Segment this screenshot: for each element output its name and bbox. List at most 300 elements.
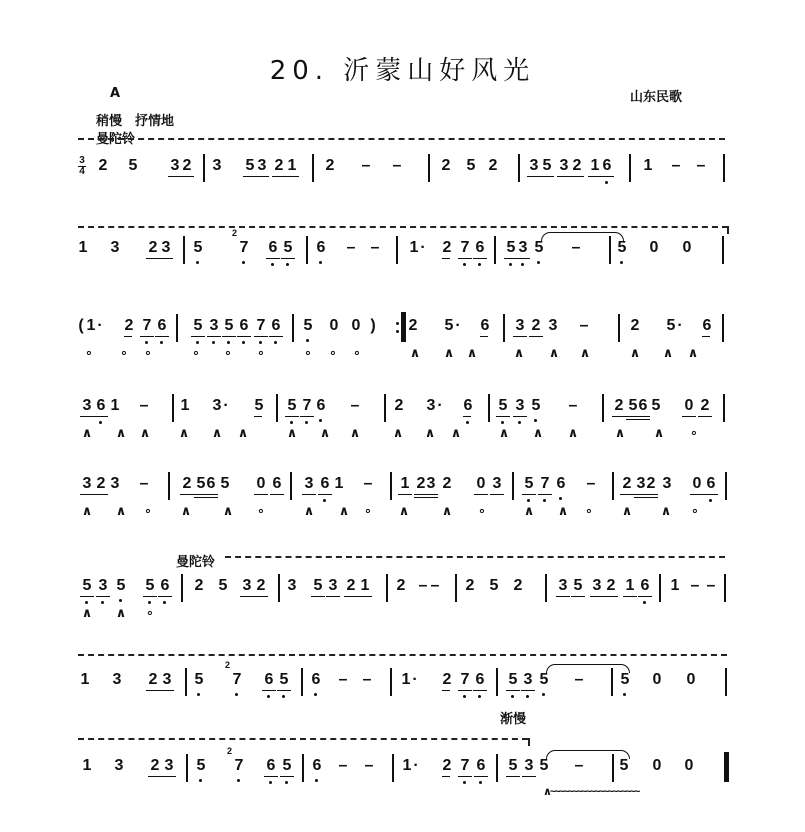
underline <box>474 494 488 495</box>
caret-mark: ∧ <box>424 425 436 440</box>
note: 5 <box>504 238 518 258</box>
note: 2 <box>396 577 406 594</box>
underline <box>269 336 283 337</box>
note: – <box>574 757 584 774</box>
underline <box>638 596 652 597</box>
octave-dot-below <box>145 341 148 344</box>
note: · <box>223 397 229 414</box>
note: 6 <box>473 238 487 258</box>
underline <box>398 494 412 495</box>
note: 5 <box>506 670 520 690</box>
barline <box>612 472 614 500</box>
underline <box>254 494 268 495</box>
caret-mark: ∧ <box>441 503 453 518</box>
underline <box>80 596 94 597</box>
octave-dot-below <box>196 341 199 344</box>
note: 1 <box>86 317 96 334</box>
caret-mark: ∧ <box>523 503 535 518</box>
note: 2 <box>146 238 160 258</box>
note: 5 <box>143 576 157 596</box>
note: 5 <box>128 157 138 174</box>
underline <box>442 690 450 691</box>
barline <box>629 154 631 182</box>
caret-mark: ∧ <box>303 503 315 518</box>
note: 3 <box>516 238 530 258</box>
note: 3 <box>522 756 536 776</box>
note: 5 <box>277 670 291 690</box>
note: 7 2 <box>230 670 244 690</box>
instrument-dashed-line <box>78 138 725 140</box>
note: 7 <box>458 670 472 690</box>
section-label: A <box>110 86 121 101</box>
note: · <box>677 317 683 334</box>
underline <box>94 416 108 417</box>
note: 3 <box>426 397 436 414</box>
note: 6 <box>314 396 328 416</box>
circle-mark: ∘ <box>191 345 201 360</box>
note: 3 <box>557 156 571 176</box>
barline <box>602 394 604 422</box>
circle-mark: ∘ <box>119 345 129 360</box>
barline <box>722 314 724 342</box>
note: 2 <box>620 474 634 494</box>
underline <box>604 596 618 597</box>
note: · <box>437 397 443 414</box>
octave-dot-below <box>119 599 122 602</box>
octave-dot-below <box>463 263 466 266</box>
note: 2 <box>630 317 640 334</box>
tie-slur <box>546 750 630 759</box>
note: 3 <box>168 156 182 176</box>
note: 5 <box>529 396 543 416</box>
barline <box>203 154 205 182</box>
barline <box>518 154 520 182</box>
note: · <box>455 317 461 334</box>
note: 6 <box>600 156 614 176</box>
note: 5 <box>539 757 549 774</box>
note: ( <box>78 317 84 334</box>
tremolo-wavy-line: ∧~~~~~~~~~~~~~~~~~~~~ <box>543 786 639 798</box>
barline <box>723 394 725 422</box>
note: 5 <box>218 577 228 594</box>
note: 3 <box>326 576 340 596</box>
barline <box>386 574 388 602</box>
note: 3 <box>212 397 222 414</box>
underline <box>240 596 254 597</box>
note: 5 <box>540 156 554 176</box>
octave-dot-below <box>286 263 289 266</box>
underline <box>682 416 696 417</box>
caret-mark: ∧ <box>81 503 93 518</box>
note: 5 <box>532 238 546 258</box>
note: 6 <box>554 474 568 494</box>
octave-dot-below <box>518 421 521 424</box>
caret-mark: ∧ <box>398 503 410 518</box>
note: 5 <box>301 316 315 336</box>
barline <box>722 236 724 264</box>
instrument-dashed-line <box>78 654 727 656</box>
note: 5 <box>466 157 476 174</box>
note: 2 <box>570 156 584 176</box>
note: 3 <box>96 576 110 596</box>
underline <box>180 494 194 495</box>
underline <box>80 416 94 417</box>
note: 5 <box>243 156 257 176</box>
note: – <box>574 671 584 688</box>
repeat-dot <box>396 322 399 325</box>
note: 2 <box>180 474 194 494</box>
circle-mark: ∘ <box>256 345 266 360</box>
barline <box>455 574 457 602</box>
note: 5 <box>220 475 230 492</box>
barline <box>302 754 304 782</box>
note: 3 <box>521 670 535 690</box>
note: 2 <box>465 577 475 594</box>
note: – <box>362 671 372 688</box>
note: 3 <box>424 474 438 494</box>
source-label: 山东民歌 <box>630 90 683 105</box>
note: 3 <box>207 316 221 336</box>
note: 7 <box>538 474 552 494</box>
barline <box>181 574 183 602</box>
underline <box>424 494 438 495</box>
score-title: 20. 沂蒙山好风光 <box>269 56 536 86</box>
note: 2 <box>612 396 626 416</box>
note: 6 <box>309 670 323 690</box>
barline <box>723 154 725 182</box>
note: 7 2 <box>237 238 251 258</box>
note: 3 <box>160 670 174 690</box>
note: 0 <box>329 317 339 334</box>
barline <box>185 668 187 696</box>
note: 2 <box>441 157 451 174</box>
note: 6 <box>264 756 278 776</box>
note: 6 <box>638 576 652 596</box>
octave-dot-below <box>605 181 608 184</box>
final-barline <box>724 752 729 782</box>
barline <box>276 394 278 422</box>
note: 2 <box>254 576 268 596</box>
octave-dot-below <box>267 695 270 698</box>
caret-mark: ∧ <box>557 503 569 518</box>
caret-mark: ∧ <box>532 425 544 440</box>
underline <box>270 494 284 495</box>
underline <box>143 596 157 597</box>
underline <box>96 596 110 597</box>
note: 5 <box>280 756 294 776</box>
underline <box>80 494 94 495</box>
note: – <box>346 239 356 256</box>
circle-mark: ∘ <box>352 345 362 360</box>
caret-mark: ∧ <box>443 345 455 360</box>
underline <box>474 776 488 777</box>
circle-mark: ∘ <box>256 503 266 518</box>
note: 6 <box>310 756 324 776</box>
note: 3 <box>634 474 648 494</box>
note: 3 <box>114 757 124 774</box>
note: 6 <box>461 396 475 416</box>
note: 2 <box>344 576 358 596</box>
note: 1 <box>623 576 637 596</box>
note: – <box>706 577 716 594</box>
underline <box>463 416 471 417</box>
underline <box>612 416 626 417</box>
note: 3 <box>110 475 120 492</box>
caret-mark: ∧ <box>660 503 672 518</box>
circle-mark: ∘ <box>303 345 313 360</box>
octave-dot-below <box>306 339 309 342</box>
barline <box>503 314 505 342</box>
underline <box>326 596 340 597</box>
note: 5 <box>522 474 536 494</box>
note: 3 <box>590 576 604 596</box>
underline <box>140 336 154 337</box>
note: 1 <box>334 475 344 492</box>
barline <box>496 754 498 782</box>
note: · <box>97 317 103 334</box>
underline <box>522 776 536 777</box>
note: 0 <box>684 757 694 774</box>
note: 5 <box>114 576 128 596</box>
caret-mark: ∧ <box>621 503 633 518</box>
grace-note: 2 <box>225 660 231 670</box>
note: 5 <box>506 756 520 776</box>
circle-mark: ∘ <box>145 605 155 620</box>
underline <box>148 776 162 777</box>
note: 6 <box>474 756 488 776</box>
underline <box>556 596 570 597</box>
note: 2 <box>440 670 454 690</box>
octave-dot-below <box>101 601 104 604</box>
barline <box>496 668 498 696</box>
note: 1 <box>409 239 419 256</box>
octave-dot-below <box>623 693 626 696</box>
note: 5 <box>537 670 551 690</box>
note: 0 <box>474 474 488 494</box>
octave-dot-below <box>315 779 318 782</box>
note: 3 <box>159 238 173 258</box>
underline <box>506 690 520 691</box>
octave-dot-below <box>526 695 529 698</box>
underline <box>480 336 488 337</box>
octave-dot-below <box>319 261 322 264</box>
underline <box>146 690 160 691</box>
barline <box>724 574 726 602</box>
caret-mark: ∧ <box>115 605 127 620</box>
octave-dot-below <box>323 499 326 502</box>
underline <box>458 258 472 259</box>
underline <box>254 336 268 337</box>
note: 5 <box>496 396 510 416</box>
note: 3 <box>255 156 269 176</box>
underline <box>690 494 704 495</box>
tempo-marking: 稍慢 抒情地 <box>96 114 175 129</box>
underline <box>318 494 332 495</box>
underline <box>571 596 585 597</box>
note: 6 <box>473 670 487 690</box>
caret-mark: ∧ <box>180 503 192 518</box>
underline <box>160 690 174 691</box>
octave-dot-below <box>290 421 293 424</box>
time-signature: 3 4 <box>79 155 85 177</box>
note: – <box>696 157 706 174</box>
note: 5 <box>285 396 299 416</box>
note: 5 <box>615 238 629 258</box>
octave-dot-below <box>511 695 514 698</box>
underline <box>124 336 132 337</box>
octave-dot-below <box>478 695 481 698</box>
underline <box>473 258 487 259</box>
note: 3 <box>80 474 94 494</box>
note: 2 <box>440 238 454 258</box>
note: 5 <box>666 317 676 334</box>
note: 1 <box>78 239 88 256</box>
grace-note: 2 <box>227 746 233 756</box>
octave-dot-below <box>227 341 230 344</box>
caret-mark: ∧ <box>178 425 190 440</box>
note: 2 <box>122 316 136 336</box>
note: 6 <box>478 316 492 336</box>
barline <box>428 154 430 182</box>
underline <box>300 416 314 417</box>
barline <box>168 472 170 500</box>
note: 3 <box>548 317 558 334</box>
underline <box>272 176 286 177</box>
note: 6 <box>155 316 169 336</box>
octave-dot-below <box>501 421 504 424</box>
note: 5 <box>222 316 236 336</box>
note: 6 <box>269 316 283 336</box>
octave-dot-below <box>212 341 215 344</box>
octave-dot-below <box>543 499 546 502</box>
note: 5 <box>626 396 640 416</box>
note: 0 <box>351 317 361 334</box>
note: 0 <box>254 474 268 494</box>
underline <box>222 336 236 337</box>
caret-mark: ∧ <box>498 425 510 440</box>
octave-dot-below <box>620 261 623 264</box>
caret-mark: ∧ <box>211 425 223 440</box>
underline <box>358 596 372 597</box>
underline <box>277 690 291 691</box>
barline <box>494 236 496 264</box>
caret-mark: ∧ <box>687 345 699 360</box>
circle-mark: ∘ <box>223 345 233 360</box>
note: 2 <box>644 474 658 494</box>
note: 3 <box>513 396 527 416</box>
barline <box>292 314 294 342</box>
note: 1 <box>588 156 602 176</box>
note: 0 <box>652 671 662 688</box>
underline <box>262 690 276 691</box>
octave-dot-below <box>509 263 512 266</box>
note: 0 <box>682 396 696 416</box>
note: 2 <box>414 474 428 494</box>
note: 5 <box>191 238 205 258</box>
caret-mark: ∧ <box>237 425 249 440</box>
circle-mark: ∘ <box>363 503 373 518</box>
note: 2 <box>394 397 404 414</box>
octave-dot-below <box>709 499 712 502</box>
underline <box>204 494 218 495</box>
barline <box>725 668 727 696</box>
barline <box>278 574 280 602</box>
note: 2 <box>604 576 618 596</box>
underline <box>155 336 169 337</box>
underline <box>254 596 268 597</box>
underline <box>146 258 160 259</box>
barline <box>392 754 394 782</box>
note: – <box>338 757 348 774</box>
note: 5 <box>619 757 629 774</box>
octave-dot-below <box>305 421 308 424</box>
note: 7 2 <box>232 756 246 776</box>
note: 5 <box>191 316 205 336</box>
caret-mark: ∧ <box>450 425 462 440</box>
underline <box>698 416 712 417</box>
note: 3 <box>287 577 297 594</box>
note: 5 <box>444 317 454 334</box>
note: 3 <box>556 576 570 596</box>
underline <box>490 494 504 495</box>
octave-dot-below <box>463 781 466 784</box>
note: 3 <box>527 156 541 176</box>
underline <box>704 494 718 495</box>
underline <box>302 494 316 495</box>
note: 2 <box>325 157 335 174</box>
note: 2 <box>98 157 108 174</box>
underline <box>522 494 536 495</box>
octave-dot-below <box>196 261 199 264</box>
note: 1 <box>110 397 120 414</box>
note: 5 <box>489 577 499 594</box>
note: 3 <box>212 157 222 174</box>
underline <box>513 416 527 417</box>
note: 0 <box>686 671 696 688</box>
note: 5 <box>194 756 208 776</box>
note: 3 <box>302 474 316 494</box>
note: 0 <box>649 239 659 256</box>
underline <box>159 258 173 259</box>
note: 1 <box>398 474 412 494</box>
barline <box>488 394 490 422</box>
octave-dot-below <box>285 781 288 784</box>
circle-mark: ∘ <box>690 503 700 518</box>
note: 6 <box>262 670 276 690</box>
octave-dot-below <box>537 261 540 264</box>
underline <box>527 176 541 177</box>
note: 5 <box>80 576 94 596</box>
caret-mark: ∧ <box>548 345 560 360</box>
instrument-dashed-line <box>225 556 725 558</box>
underline <box>458 776 472 777</box>
underline <box>458 690 472 691</box>
instrument-dashed-line <box>78 738 528 740</box>
underline <box>473 690 487 691</box>
note: 7 <box>300 396 314 416</box>
underline <box>516 258 530 259</box>
barline <box>301 668 303 696</box>
barline <box>618 314 620 342</box>
underline <box>538 494 552 495</box>
underline <box>442 258 450 259</box>
underline <box>280 776 294 777</box>
note: 3 <box>490 474 504 494</box>
note: – <box>139 475 149 492</box>
barline <box>384 394 386 422</box>
barline <box>186 754 188 782</box>
underline <box>285 416 299 417</box>
